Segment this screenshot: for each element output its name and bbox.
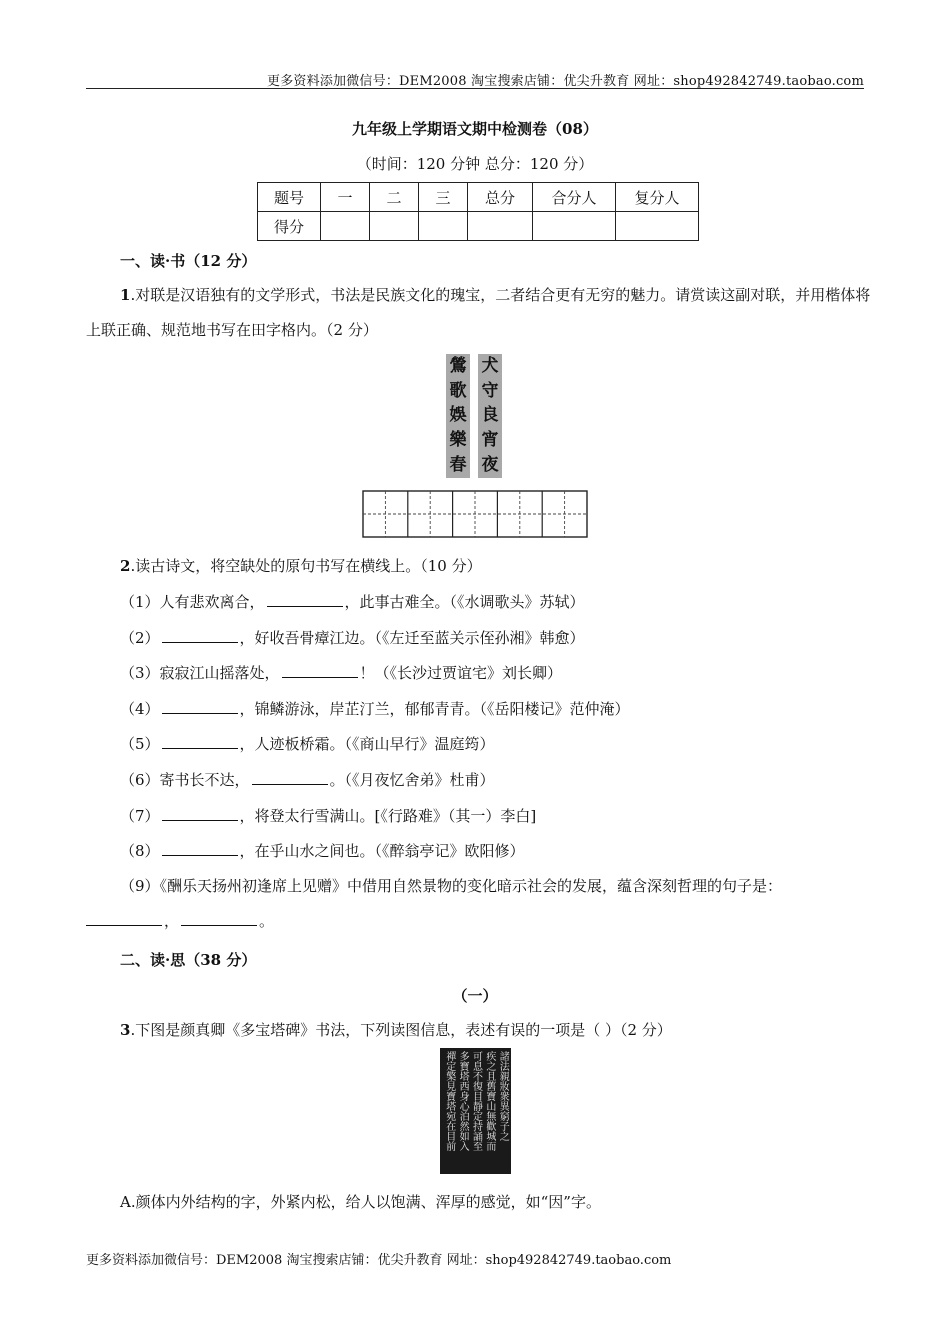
poem-text: （5）	[120, 735, 160, 753]
header-divider	[86, 88, 864, 89]
poem-text: ，	[164, 912, 180, 930]
question-number: 3	[120, 1021, 131, 1039]
calligraphy-column	[470, 1051, 480, 1171]
score-table-cell: 二	[370, 183, 419, 212]
poem-text: ，锦鳞游泳，岸芷汀兰，郁郁青青。（《岳阳楼记》范仲淹）	[239, 700, 630, 718]
poem-item	[120, 805, 536, 826]
score-input-cell[interactable]	[321, 212, 370, 241]
poem-text: 。	[259, 912, 275, 930]
answer-blank[interactable]	[162, 699, 238, 714]
poem-item	[120, 591, 585, 612]
poem-text: （6）寄书长不达，	[120, 771, 250, 789]
calligraphy-column	[457, 1051, 467, 1171]
poem-text: ，此事古难全。（《水调歌头》苏轼）	[344, 593, 585, 611]
poem-text: （3）寂寂江山摇落处，	[120, 664, 280, 682]
couplet-char: 夜	[481, 455, 499, 476]
couplet-char: 歌	[449, 380, 467, 401]
couplet-char: 樂	[449, 430, 467, 451]
answer-blank[interactable]	[267, 592, 343, 607]
couplet-char: 宵	[481, 430, 499, 451]
answer-blank[interactable]	[162, 806, 238, 821]
question-text: .读古诗文，将空缺处的原句书写在横线上。（10 分）	[130, 557, 482, 575]
poem-text: ！（《长沙过贾谊宅》刘长卿）	[359, 664, 563, 682]
poem-item	[120, 662, 562, 683]
score-table-score-row	[258, 212, 699, 241]
exam-subtitle: （时间：120 分钟 总分：120 分）	[356, 155, 594, 173]
exam-title: 九年级上学期语文期中检测卷（08）	[352, 120, 598, 138]
answer-blank[interactable]	[86, 911, 162, 926]
poem-item-9	[86, 869, 876, 939]
page-header: 更多资料添加微信号：DEM2008 淘宝搜索店铺：优尖升教育 网址：shop492842749.taobao.com	[267, 74, 864, 89]
question-number: 2	[120, 557, 131, 575]
question-text: .对联是汉语独有的文学形式，书法是民族文化的瑰宝，二者结合更有无穷的魅力。请赏读这副对联，并用楷体将上联正确、规范地书写在田字格内。（2 分）	[86, 286, 871, 339]
calligraphy-text: 諸法親妝衆異窮子之	[497, 1051, 509, 1141]
page-footer: 更多资料添加微信号：DEM2008 淘宝搜索店铺：优尖升教育 网址：shop492842749.taobao.com	[86, 1253, 672, 1268]
poem-item	[120, 698, 630, 719]
poem-text: （4）	[120, 700, 160, 718]
score-table-cell: 总分	[468, 183, 533, 212]
calligraphy-column	[444, 1051, 454, 1171]
couplet-char: 娛	[449, 405, 467, 426]
couplet-char: 良	[481, 405, 499, 426]
score-table-cell: 一	[321, 183, 370, 212]
couplet-left-scroll	[446, 354, 470, 478]
poem-item	[120, 627, 585, 648]
couplet-right-scroll	[478, 354, 502, 478]
answer-blank[interactable]	[181, 911, 257, 926]
calligraphy-rubbing-image	[440, 1048, 511, 1174]
poem-text: （7）	[120, 807, 160, 825]
poem-text: ，人迹板桥霜。（《商山早行》温庭筠）	[239, 735, 495, 753]
poem-text: （9）《酬乐天扬州初逢席上见赠》中借用自然景物的变化暗示社会的发展，蕴含深刻哲理的句子是：	[120, 877, 783, 895]
calligraphy-text: 疾之且舊寶山無歡城而	[483, 1051, 495, 1151]
poem-item	[120, 769, 495, 790]
poem-item	[120, 840, 525, 861]
section-heading-1: 一、读·书（12 分）	[120, 252, 257, 270]
poem-text: （2）	[120, 629, 160, 647]
poem-text: ，好收吾骨瘴江边。（《左迁至蓝关示侄孙湘》韩愈）	[239, 629, 585, 647]
score-input-cell[interactable]	[468, 212, 533, 241]
question-2	[120, 555, 482, 576]
couplet-char: 春	[449, 455, 467, 476]
question-number: 1	[120, 286, 131, 304]
calligraphy-text: 可息不復目靜定持誦至	[470, 1051, 482, 1151]
answer-blank[interactable]	[252, 770, 328, 785]
couplet-char: 犬	[481, 355, 499, 376]
part-heading: （一）	[452, 987, 498, 1005]
poem-item	[120, 733, 495, 754]
couplet-char: 鶯	[449, 355, 467, 376]
poem-text: （1）人有悲欢离合，	[120, 593, 265, 611]
tianzige-grid[interactable]	[362, 490, 588, 538]
calligraphy-column	[497, 1051, 507, 1171]
question-text: .下图是颜真卿《多宝塔碑》书法，下列读图信息，表述有误的一项是（ ）（2 分）	[130, 1021, 672, 1039]
score-input-cell[interactable]	[616, 212, 699, 241]
answer-blank[interactable]	[282, 663, 358, 678]
option-a: A.颜体内外结构的字，外紧内松，给人以饱满、浑厚的感觉，如“因”字。	[120, 1193, 601, 1211]
score-input-cell[interactable]	[533, 212, 616, 241]
question-3	[120, 1019, 672, 1040]
answer-blank[interactable]	[162, 734, 238, 749]
score-table	[257, 182, 699, 241]
score-table-cell: 三	[419, 183, 468, 212]
score-table-cell: 得分	[258, 212, 321, 241]
calligraphy-text: 多寶塔西身心泊然如入	[457, 1051, 469, 1151]
couplet-image	[446, 354, 502, 478]
score-table-cell: 题号	[258, 183, 321, 212]
answer-blank[interactable]	[162, 841, 238, 856]
calligraphy-column	[484, 1051, 494, 1171]
score-table-cell: 合分人	[533, 183, 616, 212]
answer-blank[interactable]	[162, 628, 238, 643]
poem-text: 。（《月夜忆舍弟》杜甫）	[329, 771, 495, 789]
poem-text: （8）	[120, 842, 160, 860]
poem-text: ，在乎山水之间也。（《醉翁亭记》欧阳修）	[239, 842, 525, 860]
score-table-cell: 复分人	[616, 183, 699, 212]
section-heading-2: 二、读·思（38 分）	[120, 951, 257, 969]
calligraphy-text: 禪定檠見寶塔宛在目前	[443, 1051, 455, 1151]
couplet-char: 守	[481, 380, 499, 401]
poem-text: ，将登太行雪满山。[《行路难》（其一）李白]	[239, 807, 537, 825]
score-input-cell[interactable]	[419, 212, 468, 241]
question-1	[86, 278, 876, 348]
score-table-header-row	[258, 183, 699, 212]
score-input-cell[interactable]	[370, 212, 419, 241]
